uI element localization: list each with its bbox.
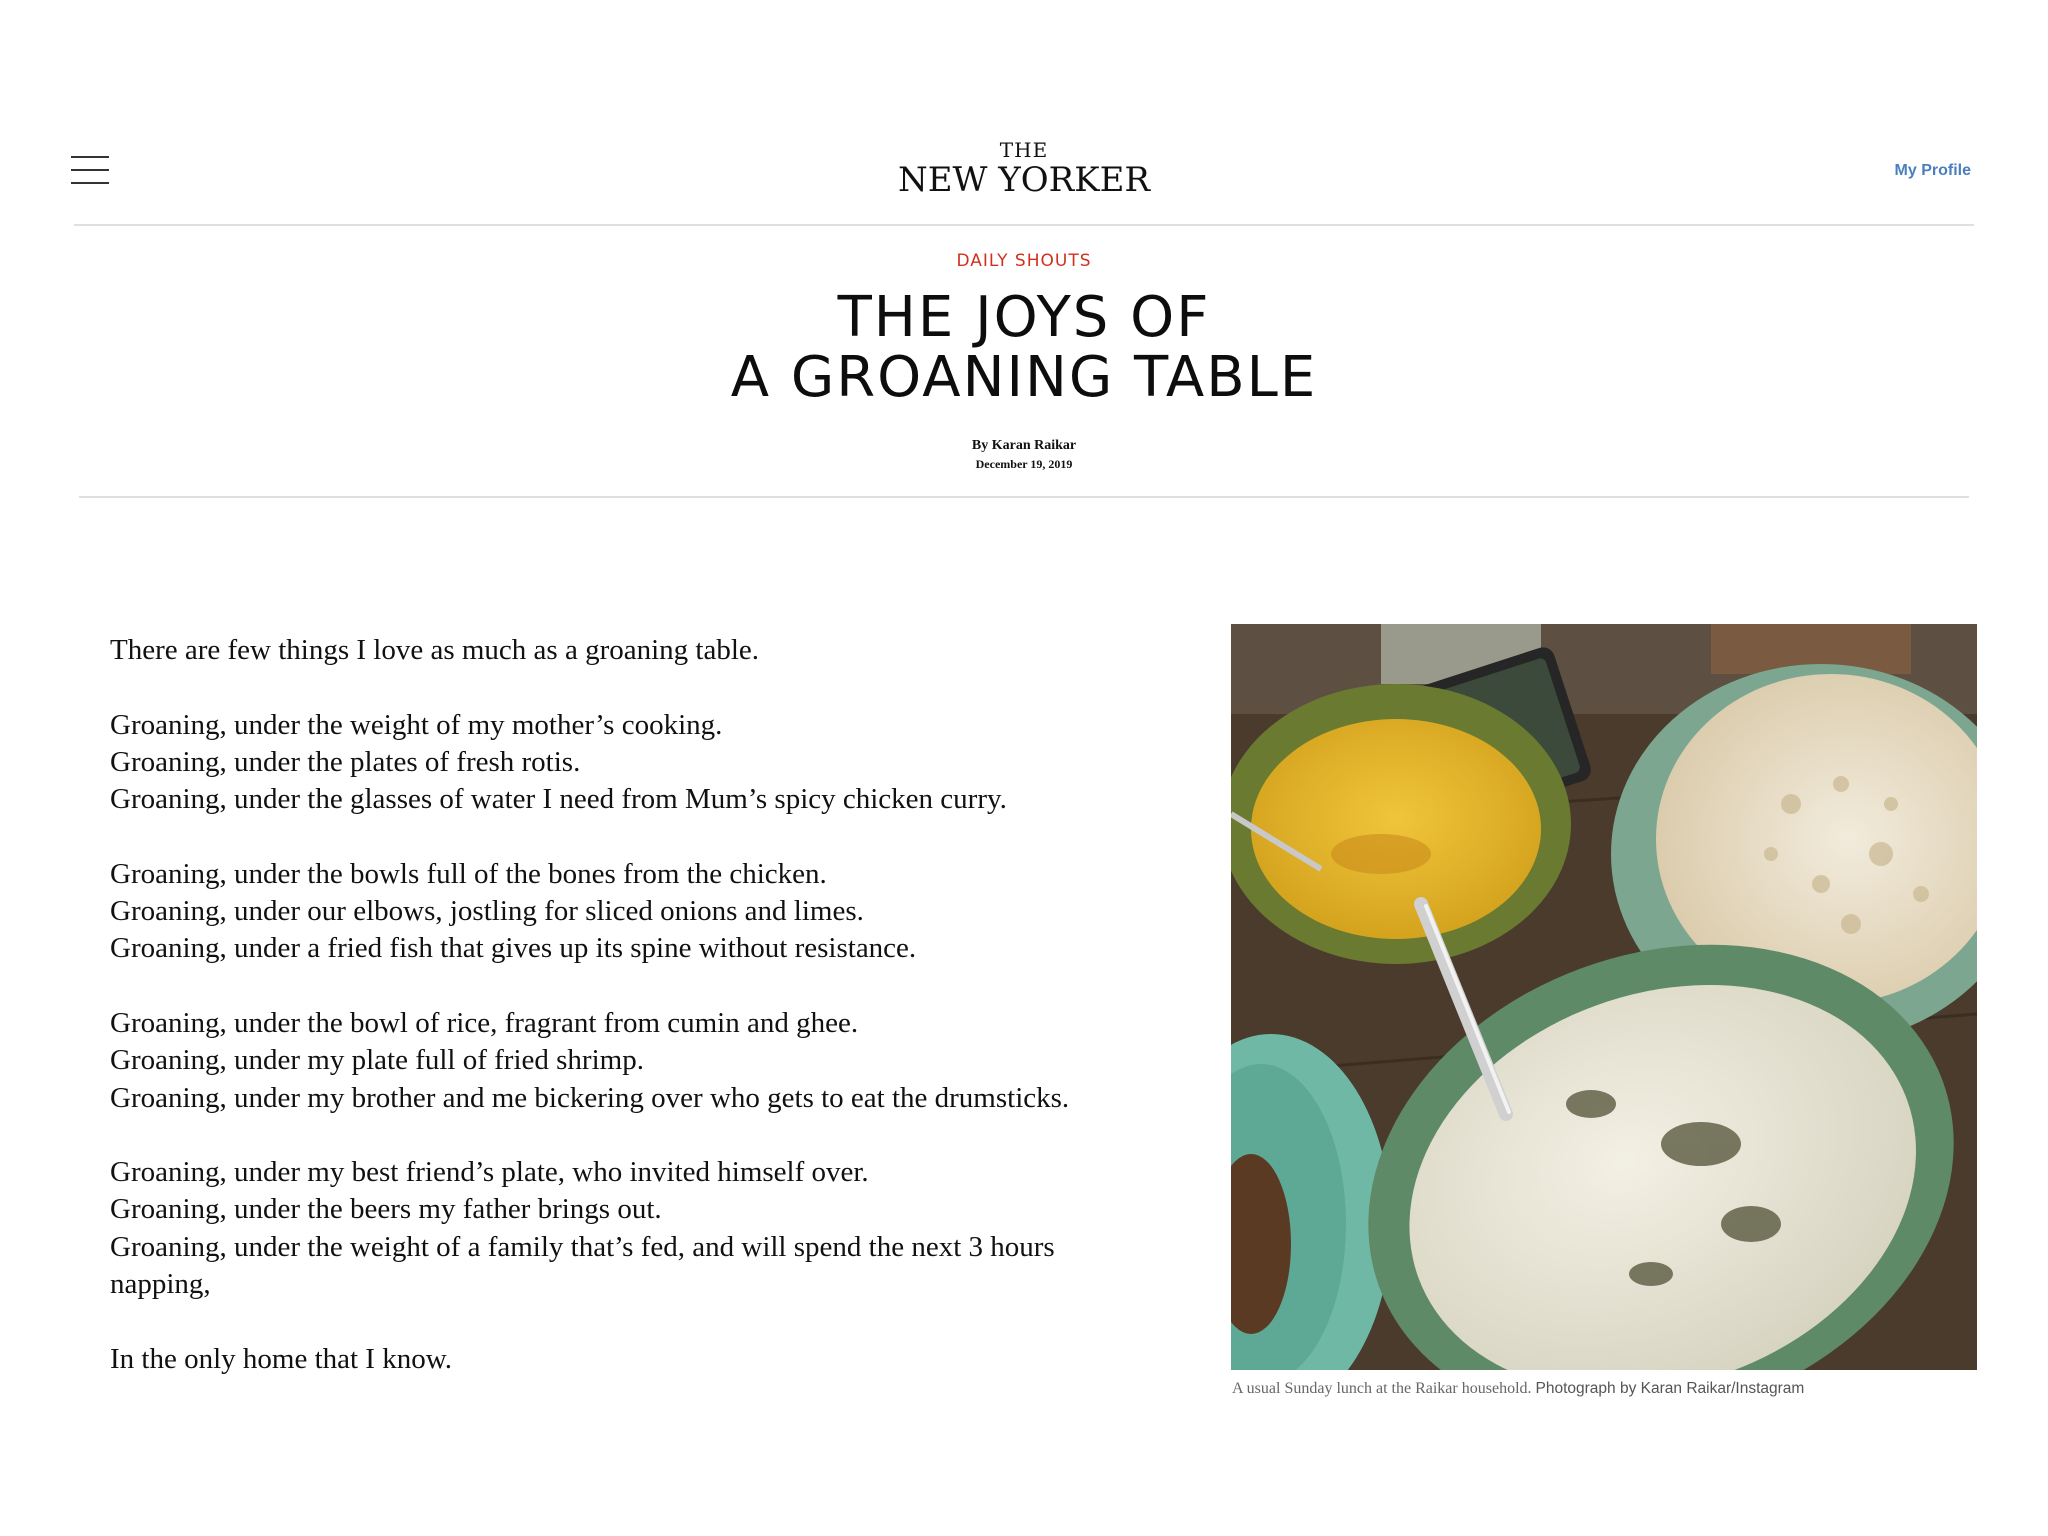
caption-text: A usual Sunday lunch at the Raikar household. bbox=[1232, 1380, 1532, 1397]
logo-the: THE bbox=[999, 138, 1049, 162]
headline-line-1: THE JOYS OF bbox=[837, 285, 1211, 350]
poem-line: Groaning, under my plate full of fried shrimp. bbox=[110, 1044, 644, 1077]
poem-line: Groaning, under our elbows, jostling for sliced onions and limes. bbox=[110, 895, 864, 928]
header-divider bbox=[74, 224, 1974, 226]
article-headline bbox=[0, 285, 2048, 410]
poem-line: Groaning, under the plates of fresh rotis. bbox=[110, 745, 581, 778]
my-profile-link[interactable]: My Profile bbox=[1894, 162, 1971, 179]
poem-line: There are few things I love as much as a groaning table. bbox=[110, 634, 760, 666]
poem-line: Groaning, under the weight of my mother’s cooking. bbox=[110, 708, 723, 741]
poem-line: In the only home that I know. bbox=[110, 1342, 453, 1375]
food-photo[interactable] bbox=[1231, 624, 1977, 1370]
photo-credit: Photograph by Karan Raikar/Instagram bbox=[1535, 1380, 1805, 1397]
stanza bbox=[110, 1005, 1130, 1117]
poem-line: Groaning, under my best friend’s plate, who invited himself over. bbox=[110, 1156, 869, 1189]
stanza bbox=[110, 707, 1130, 819]
poem-line: Groaning, under the bowls full of the bones from the chicken. bbox=[110, 857, 827, 890]
poem-line: Groaning, under the weight of a family that’s fed, and will spend the next 3 hours napping, bbox=[110, 1230, 1055, 1301]
rubric-link[interactable]: DAILY SHOUTS bbox=[956, 251, 1092, 271]
author-link[interactable]: By Karan Raikar bbox=[971, 438, 1077, 453]
site-logo[interactable] bbox=[0, 140, 2048, 200]
stanza bbox=[110, 856, 1130, 968]
logo-name: NEW YORKER bbox=[897, 160, 1151, 200]
poem-line: Groaning, under a fried fish that gives up its spine without resistance. bbox=[110, 932, 917, 965]
headline-line-2: A GROANING TABLE bbox=[730, 345, 1318, 410]
stanza bbox=[110, 632, 1130, 669]
title-divider bbox=[79, 496, 1969, 498]
stanza bbox=[110, 1341, 1130, 1378]
food-photo-illustration bbox=[1231, 624, 1977, 1370]
article-body bbox=[110, 632, 1130, 1415]
photo-caption bbox=[1232, 1380, 1992, 1398]
stanza bbox=[110, 1154, 1130, 1303]
poem-line: Groaning, under the beers my father brings out. bbox=[110, 1193, 662, 1226]
poem-line: Groaning, under the glasses of water I need from Mum’s spicy chicken curry. bbox=[110, 783, 1007, 816]
byline bbox=[0, 437, 2048, 473]
publish-date: December 19, 2019 bbox=[975, 457, 1073, 471]
poem-line: Groaning, under the bowl of rice, fragrant from cumin and ghee. bbox=[110, 1006, 859, 1039]
poem-line: Groaning, under my brother and me bickering over who gets to eat the drumsticks. bbox=[110, 1081, 1070, 1114]
